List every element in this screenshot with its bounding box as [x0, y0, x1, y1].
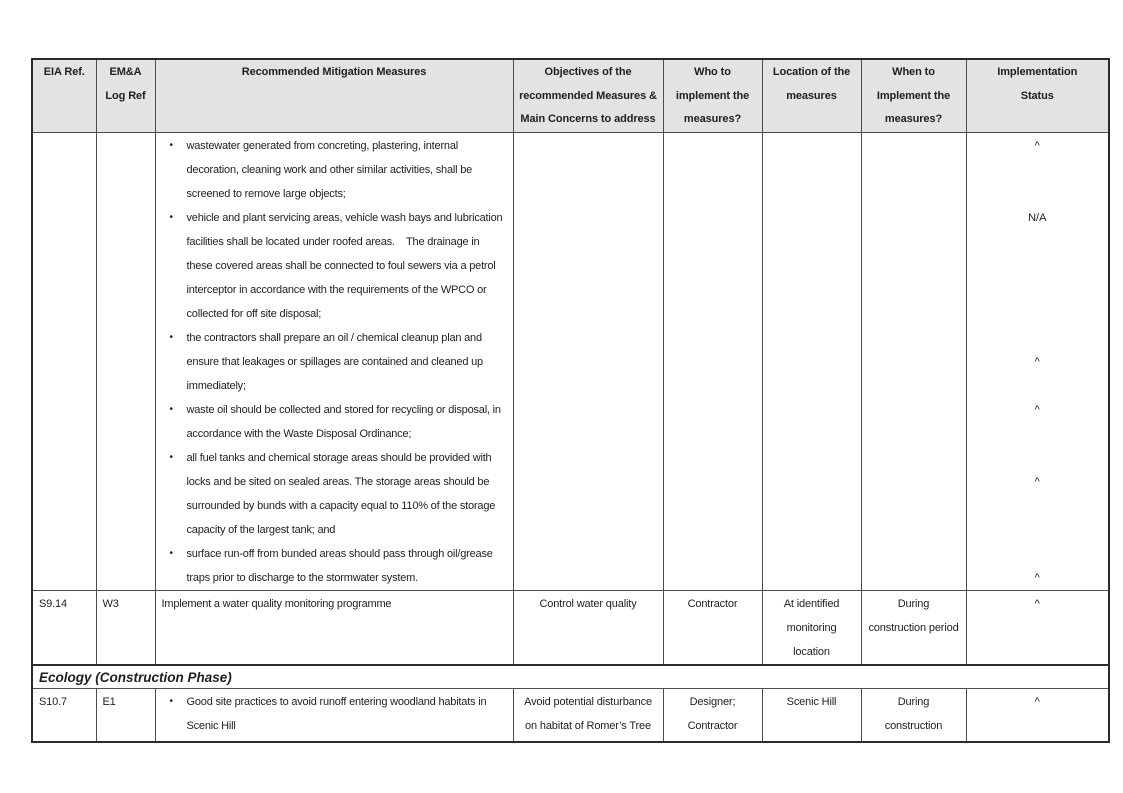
- measure-line: [156, 690, 513, 714]
- status-line: [967, 278, 1109, 302]
- status-line: ^: [1034, 139, 1040, 152]
- table-header-row: [32, 59, 1109, 132]
- location-line: monitoring: [786, 621, 837, 634]
- cell-eia-ref: [32, 688, 96, 742]
- measure-line-text: Good site practices to avoid runoff entering woodland habitats in: [186, 695, 487, 708]
- header-cell-location: [762, 59, 861, 132]
- measure-line: [156, 518, 513, 542]
- cell-who: [663, 590, 762, 665]
- header-line: Who to: [694, 66, 731, 78]
- status-line: [967, 446, 1109, 470]
- cell-status: [966, 590, 1109, 665]
- mitigation-table: [31, 58, 1110, 743]
- header-cell-objectives: [513, 59, 663, 132]
- measure-line-text: interceptor in accordance with the requirements of the WPCO or: [186, 283, 487, 296]
- measure-line: [156, 182, 513, 206]
- when-line: construction: [884, 719, 943, 732]
- bullet-icon: •: [169, 403, 173, 415]
- bullet-spacer: [156, 158, 187, 182]
- header-line: EIA Ref.: [43, 66, 85, 78]
- measure-line: [156, 566, 513, 590]
- header-line: Log Ref: [105, 89, 146, 102]
- table-row: [32, 688, 1109, 742]
- bullet-icon: •: [169, 139, 173, 151]
- header-line: Status: [1020, 89, 1054, 102]
- measure-line: [156, 230, 513, 254]
- measure-line-text: collected for off site disposal;: [186, 307, 322, 320]
- measure-line: [156, 158, 513, 182]
- status-line: [967, 302, 1109, 326]
- cell-ema-log-ref: [96, 590, 155, 665]
- bullet-spacer: [156, 494, 187, 518]
- measure-line-text: accordance with the Waste Disposal Ordinance;: [186, 427, 412, 440]
- measure-line: [156, 398, 513, 422]
- status-line: [967, 254, 1109, 278]
- bullet-spacer: [156, 350, 187, 374]
- measure-line-text: these covered areas shall be connected to foul sewers via a petrol: [186, 259, 496, 272]
- table-row: [32, 590, 1109, 665]
- measure-line-text: traps prior to discharge to the stormwater system.: [186, 571, 418, 584]
- measure-line-text: facilities shall be located under roofed areas. The drainage in: [186, 235, 480, 248]
- measure-line-text: surface run-off from bunded areas should pass through oil/grease: [186, 547, 493, 560]
- bullet-icon: •: [169, 451, 173, 463]
- measure-line-text: ensure that leakages or spillages are contained and cleaned up: [186, 355, 483, 368]
- measure-line-text: locks and be sited on sealed areas. The storage areas should be: [186, 475, 490, 488]
- status-line: [967, 542, 1109, 566]
- bullet-spacer: [156, 230, 187, 254]
- status-line: [967, 422, 1109, 446]
- when-line: During: [897, 695, 930, 708]
- header-line: Recommended Mitigation Measures: [241, 66, 427, 78]
- measure-line-text: decoration, cleaning work and other similar activities, shall be: [186, 163, 473, 176]
- cell-status: [966, 132, 1109, 590]
- measure-line: [156, 494, 513, 518]
- measure-line-text: capacity of the largest tank; and: [186, 523, 336, 536]
- who-line: Designer;: [689, 695, 736, 708]
- cell-location: [762, 688, 861, 742]
- status-line: [967, 494, 1109, 518]
- header-line: measures: [786, 89, 837, 102]
- header-cell-when: [861, 59, 966, 132]
- status-line: [967, 326, 1109, 350]
- header-line: Implementation: [997, 66, 1078, 78]
- eia-ref-text: S9.14: [39, 597, 67, 610]
- measure-line: [156, 254, 513, 278]
- location-line: location: [793, 645, 830, 658]
- header-line: recommended Measures &: [519, 89, 657, 102]
- measure-line: Implement a water quality monitoring programme: [161, 597, 392, 610]
- location-line: Scenic Hill: [786, 695, 837, 708]
- cell-objectives: [513, 132, 663, 590]
- measure-line-text: waste oil should be collected and stored for recycling or disposal, in: [186, 403, 501, 416]
- measure-line-text: all fuel tanks and chemical storage areas should be provided with: [186, 451, 492, 464]
- measure-line: [156, 714, 513, 738]
- bullet-spacer: [156, 182, 187, 206]
- bullet-spacer: [156, 518, 187, 542]
- header-line: Objectives of the: [544, 66, 632, 78]
- bullet-spacer: [156, 374, 187, 398]
- cell-location: [762, 132, 861, 590]
- cell-when: [861, 590, 966, 665]
- header-cell-who: [663, 59, 762, 132]
- measure-line-text: screened to remove large objects;: [186, 187, 346, 200]
- bullet-spacer: [156, 278, 187, 302]
- measure-line: [156, 446, 513, 470]
- measure-line-text: surrounded by bunds with a capacity equal to 110% of the storage: [186, 499, 496, 512]
- cell-who: [663, 132, 762, 590]
- cell-objectives: [513, 590, 663, 665]
- status-line: ^: [1034, 597, 1040, 610]
- cell-ema-log-ref: [96, 132, 155, 590]
- who-line: Contractor: [687, 719, 738, 732]
- status-line: ^: [1034, 695, 1040, 708]
- status-line: [967, 230, 1109, 254]
- bullet-spacer: [156, 302, 187, 326]
- measure-line: [156, 302, 513, 326]
- measure-line: [156, 350, 513, 374]
- header-line: Implement the: [876, 89, 951, 102]
- header-line: EM&A: [109, 66, 142, 78]
- header-line: When to: [892, 66, 935, 78]
- measure-line-text: Scenic Hill: [186, 719, 236, 732]
- bullet-icon: •: [169, 331, 173, 343]
- section-row: [32, 665, 1109, 689]
- bullet-icon: •: [169, 211, 173, 223]
- status-line: [967, 518, 1109, 542]
- measure-line-text: immediately;: [186, 379, 246, 392]
- status-line: ^: [1034, 355, 1040, 368]
- header-line: measures?: [683, 113, 742, 125]
- bullet-icon: •: [169, 695, 173, 707]
- header-cell-measures: [155, 59, 513, 132]
- cell-eia-ref: [32, 590, 96, 665]
- table-row: [32, 132, 1109, 590]
- ema-log-ref-text: E1: [102, 695, 116, 708]
- measure-line: [156, 374, 513, 398]
- bullet-spacer: [156, 714, 187, 738]
- measure-line: [156, 470, 513, 494]
- bullet-spacer: [156, 254, 187, 278]
- ema-log-ref-text: W3: [102, 597, 119, 610]
- objectives-line: Avoid potential disturbance: [524, 695, 652, 708]
- bullet-spacer: [156, 470, 187, 494]
- bullet-spacer: [156, 566, 187, 590]
- measure-line-text: wastewater generated from concreting, plastering, internal: [186, 139, 458, 152]
- header-cell-status: [966, 59, 1109, 132]
- cell-when: [861, 132, 966, 590]
- cell-when: [861, 688, 966, 742]
- measure-line: [156, 422, 513, 446]
- header-line: Main Concerns to address: [520, 113, 656, 125]
- cell-objectives: [513, 688, 663, 742]
- cell-measures: [155, 132, 513, 590]
- objectives-line: Control water quality: [539, 597, 637, 610]
- status-line: [967, 158, 1109, 182]
- cell-ema-log-ref: [96, 688, 155, 742]
- cell-measures: [155, 688, 513, 742]
- cell-eia-ref: [32, 132, 96, 590]
- measure-line-text: the contractors shall prepare an oil / chemical cleanup plan and: [186, 331, 482, 344]
- location-line: At identified: [783, 597, 840, 610]
- status-line: ^: [1034, 475, 1040, 488]
- status-line: [967, 182, 1109, 206]
- header-line: Location of the: [772, 66, 851, 78]
- header-cell-eia-ref: [32, 59, 96, 132]
- cell-who: [663, 688, 762, 742]
- status-line: ^: [1034, 403, 1040, 416]
- measure-line: [156, 134, 513, 158]
- when-line: During: [897, 597, 930, 610]
- header-line: measures?: [884, 113, 943, 125]
- status-line: [967, 374, 1109, 398]
- section-header-cell: Ecology (Construction Phase): [32, 665, 1109, 689]
- objectives-line: on habitat of Romer’s Tree: [525, 719, 651, 732]
- when-line: construction period: [868, 621, 959, 634]
- measure-line-text: vehicle and plant servicing areas, vehicle wash bays and lubrication: [186, 211, 503, 224]
- status-line: ^: [1034, 571, 1040, 584]
- measure-line: [156, 326, 513, 350]
- eia-ref-text: S10.7: [39, 695, 67, 708]
- cell-location: [762, 590, 861, 665]
- bullet-icon: •: [169, 547, 173, 559]
- status-line: N/A: [1028, 211, 1047, 224]
- cell-measures: [155, 590, 513, 665]
- who-line: Contractor: [687, 597, 738, 610]
- header-cell-ema-log-ref: [96, 59, 155, 132]
- measure-line: [156, 206, 513, 230]
- measure-line: [156, 542, 513, 566]
- bullet-spacer: [156, 422, 187, 446]
- header-line: implement the: [675, 89, 750, 102]
- cell-status: [966, 688, 1109, 742]
- measure-line: [156, 278, 513, 302]
